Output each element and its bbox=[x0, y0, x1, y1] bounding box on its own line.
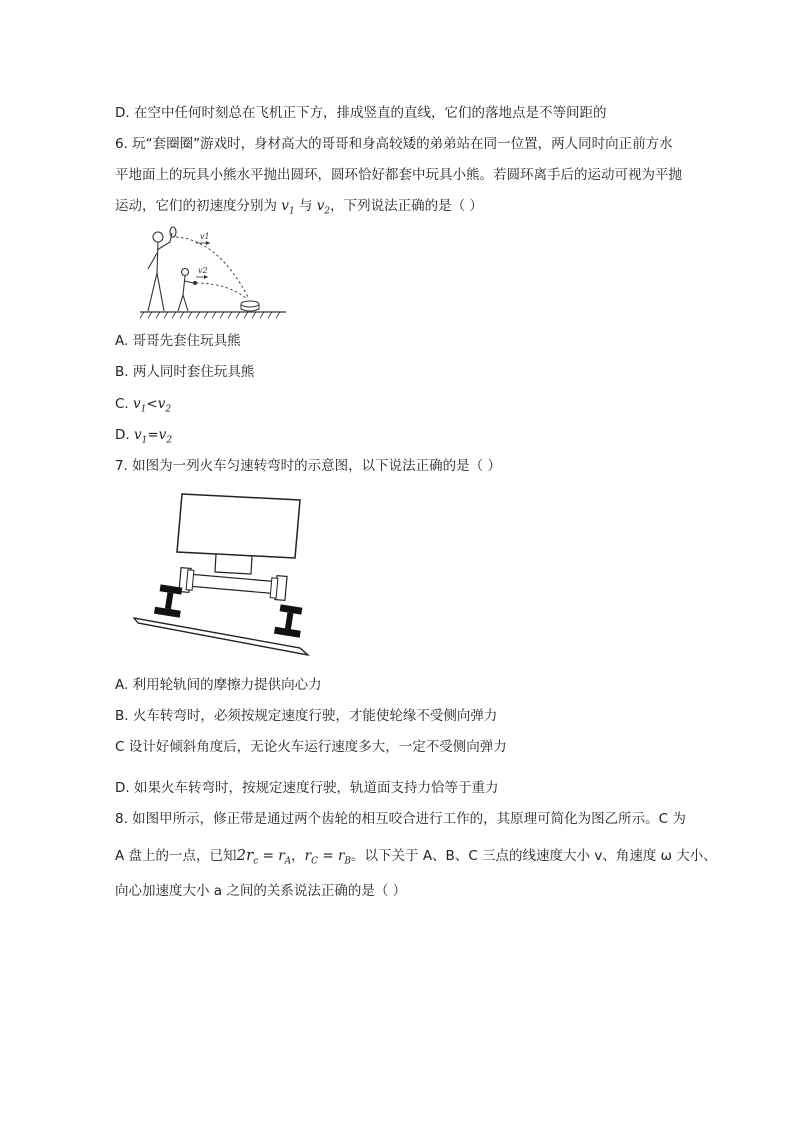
brother-figure bbox=[148, 227, 176, 311]
q6-stem-line1: 6. 玩“套圈圈”游戏时，身材高大的哥哥和身高较矮的弟弟站在同一位置，两人同时向正前方水 bbox=[115, 136, 673, 152]
trajectory-v2 bbox=[196, 283, 246, 298]
track-bed bbox=[134, 618, 308, 655]
q7-option-c: C 设计好倾斜角度后，无论火车运行速度多大，一定不受侧向弹力 bbox=[115, 739, 507, 755]
right-rail bbox=[274, 604, 304, 638]
q8-stem-line3: 向心加速度大小 a 之间的关系说法正确的是（ ） bbox=[115, 883, 407, 899]
q6-stem-line3 bbox=[115, 196, 483, 222]
q6-option-c: C. $v_1<v_2$ bbox=[115, 396, 172, 415]
q6-figure bbox=[138, 225, 288, 320]
younger-brother-figure bbox=[178, 269, 194, 312]
q6-stem-text-c: ，下列说法正确的是（ ） bbox=[330, 198, 483, 214]
q7-figure bbox=[130, 490, 315, 660]
q7-option-a: A. 利用轮轨间的摩擦力提供向心力 bbox=[115, 677, 322, 693]
left-rail bbox=[154, 584, 184, 618]
q6-stem-line2: 平地面上的玩具小熊水平抛出圆环，圆环恰好都套中玩具小熊。若圆环离手后的运动可视为平抛 bbox=[115, 167, 682, 183]
train-car-body bbox=[177, 494, 300, 558]
q8-stem-line2: A 盘上的一点，已知$2r_c = r_A$，$r_C = r_B$。以下关于 A、B、C 三点的线速度大小 v、角速度 ω 大小、 bbox=[115, 846, 717, 867]
v1-symbol: $v_1$ bbox=[281, 198, 295, 217]
v2-label: v2 bbox=[198, 266, 208, 275]
trajectory-v1 bbox=[176, 237, 248, 297]
q6-stem-text-b: 与 bbox=[294, 198, 317, 214]
q5-option-d: D. 在空中任何时刻总在飞机正下方，排成竖直的直线，它们的落地点是不等间距的 bbox=[115, 105, 607, 121]
toy-bear-icon bbox=[241, 301, 259, 307]
q6-option-d: D. $v_1=v_2$ bbox=[115, 427, 173, 446]
q7-option-d: D. 如果火车转弯时，按规定速度行驶，轨道面支持力恰等于重力 bbox=[115, 780, 499, 796]
q6-option-b: B. 两人同时套住玩具熊 bbox=[115, 364, 255, 380]
q8-stem-line1: 8. 如图甲所示，修正带是通过两个齿轮的相互咬合进行工作的，其原理可简化为图乙所示。C 为 bbox=[115, 811, 686, 827]
q6-option-a: A. 哥哥先套住玩具熊 bbox=[115, 333, 241, 349]
q6-stem-text-a: 运动，它们的初速度分别为 bbox=[115, 198, 282, 214]
v2-symbol: $v_2$ bbox=[316, 198, 331, 217]
q7-stem: 7. 如图为一列火车匀速转弯时的示意图，以下说法正确的是（ ） bbox=[115, 458, 501, 474]
axle bbox=[187, 574, 280, 594]
radius-condition: $2r_c = r_A$，$r_C = r_B$ bbox=[236, 846, 352, 867]
q7-option-b: B. 火车转弯时，必须按规定速度行驶，才能使轮缘不受侧向弹力 bbox=[115, 708, 498, 724]
v1-label: v1 bbox=[200, 232, 210, 241]
